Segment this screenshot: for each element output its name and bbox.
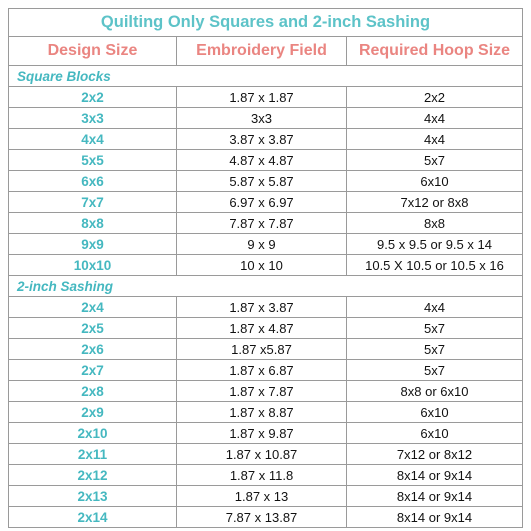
embroidery-field-cell: 1.87 x 10.87	[177, 444, 347, 465]
table-row	[9, 423, 523, 444]
table-row	[9, 234, 523, 255]
embroidery-field-cell: 10 x 10	[177, 255, 347, 276]
design-size-cell: 2x8	[9, 381, 177, 402]
table-row	[9, 87, 523, 108]
embroidery-field-cell: 9 x 9	[177, 234, 347, 255]
hoop-size-cell: 4x4	[347, 297, 523, 318]
table-row	[9, 318, 523, 339]
design-size-cell: 5x5	[9, 150, 177, 171]
hoop-size-cell: 8x8	[347, 213, 523, 234]
table-row	[9, 360, 523, 381]
table-row	[9, 297, 523, 318]
hoop-size-cell: 5x7	[347, 150, 523, 171]
table-title: Quilting Only Squares and 2-inch Sashing	[9, 9, 523, 37]
table-row	[9, 444, 523, 465]
design-size-cell: 2x7	[9, 360, 177, 381]
table-row	[9, 507, 523, 528]
design-size-cell: 9x9	[9, 234, 177, 255]
hoop-size-cell: 5x7	[347, 339, 523, 360]
table-row	[9, 192, 523, 213]
embroidery-field-cell: 1.87 x 11.8	[177, 465, 347, 486]
design-size-cell: 2x2	[9, 87, 177, 108]
embroidery-field-cell: 7.87 x 7.87	[177, 213, 347, 234]
embroidery-field-cell: 1.87 x 4.87	[177, 318, 347, 339]
design-size-cell: 10x10	[9, 255, 177, 276]
hoop-size-cell: 6x10	[347, 171, 523, 192]
table-row	[9, 465, 523, 486]
embroidery-field-cell: 6.97 x 6.97	[177, 192, 347, 213]
embroidery-field-cell: 1.87 x 9.87	[177, 423, 347, 444]
design-size-cell: 2x12	[9, 465, 177, 486]
column-header-design-size: Design Size	[9, 37, 177, 66]
title-row	[9, 9, 523, 37]
design-size-cell: 6x6	[9, 171, 177, 192]
hoop-size-cell: 4x4	[347, 129, 523, 150]
hoop-size-cell: 10.5 X 10.5 or 10.5 x 16	[347, 255, 523, 276]
embroidery-field-cell: 1.87 x 1.87	[177, 87, 347, 108]
table-row	[9, 402, 523, 423]
table-row	[9, 150, 523, 171]
section-row	[9, 276, 523, 297]
hoop-size-cell: 5x7	[347, 318, 523, 339]
table-row	[9, 486, 523, 507]
embroidery-field-cell: 7.87 x 13.87	[177, 507, 347, 528]
design-size-cell: 2x4	[9, 297, 177, 318]
hoop-size-cell: 7x12 or 8x12	[347, 444, 523, 465]
embroidery-field-cell: 1.87 x 3.87	[177, 297, 347, 318]
hoop-size-cell: 9.5 x 9.5 or 9.5 x 14	[347, 234, 523, 255]
embroidery-field-cell: 1.87 x 7.87	[177, 381, 347, 402]
embroidery-field-cell: 1.87 x5.87	[177, 339, 347, 360]
embroidery-field-cell: 5.87 x 5.87	[177, 171, 347, 192]
table-row	[9, 129, 523, 150]
hoop-size-cell: 8x8 or 6x10	[347, 381, 523, 402]
design-size-cell: 2x6	[9, 339, 177, 360]
section-label: 2-inch Sashing	[9, 276, 523, 297]
hoop-size-cell: 8x14 or 9x14	[347, 465, 523, 486]
hoop-size-cell: 8x14 or 9x14	[347, 486, 523, 507]
section-row	[9, 66, 523, 87]
table-row	[9, 108, 523, 129]
design-size-cell: 8x8	[9, 213, 177, 234]
design-size-cell: 7x7	[9, 192, 177, 213]
design-size-cell: 2x9	[9, 402, 177, 423]
embroidery-field-cell: 4.87 x 4.87	[177, 150, 347, 171]
column-header-embroidery-field: Embroidery Field	[177, 37, 347, 66]
table-row	[9, 171, 523, 192]
table-row	[9, 213, 523, 234]
hoop-size-cell: 6x10	[347, 402, 523, 423]
hoop-size-cell: 4x4	[347, 108, 523, 129]
design-size-cell: 4x4	[9, 129, 177, 150]
design-size-cell: 2x10	[9, 423, 177, 444]
header-row	[9, 37, 523, 66]
design-size-cell: 3x3	[9, 108, 177, 129]
design-size-cell: 2x13	[9, 486, 177, 507]
design-size-cell: 2x11	[9, 444, 177, 465]
embroidery-field-cell: 1.87 x 13	[177, 486, 347, 507]
hoop-size-cell: 6x10	[347, 423, 523, 444]
hoop-size-table	[8, 8, 523, 528]
table-row	[9, 339, 523, 360]
embroidery-field-cell: 3.87 x 3.87	[177, 129, 347, 150]
hoop-size-chart	[8, 8, 522, 528]
hoop-size-cell: 8x14 or 9x14	[347, 507, 523, 528]
embroidery-field-cell: 1.87 x 8.87	[177, 402, 347, 423]
hoop-size-cell: 5x7	[347, 360, 523, 381]
table-body	[9, 66, 523, 528]
embroidery-field-cell: 3x3	[177, 108, 347, 129]
embroidery-field-cell: 1.87 x 6.87	[177, 360, 347, 381]
column-header-required-hoop-size: Required Hoop Size	[347, 37, 523, 66]
table-row	[9, 255, 523, 276]
hoop-size-cell: 2x2	[347, 87, 523, 108]
table-row	[9, 381, 523, 402]
design-size-cell: 2x5	[9, 318, 177, 339]
design-size-cell: 2x14	[9, 507, 177, 528]
hoop-size-cell: 7x12 or 8x8	[347, 192, 523, 213]
section-label: Square Blocks	[9, 66, 523, 87]
